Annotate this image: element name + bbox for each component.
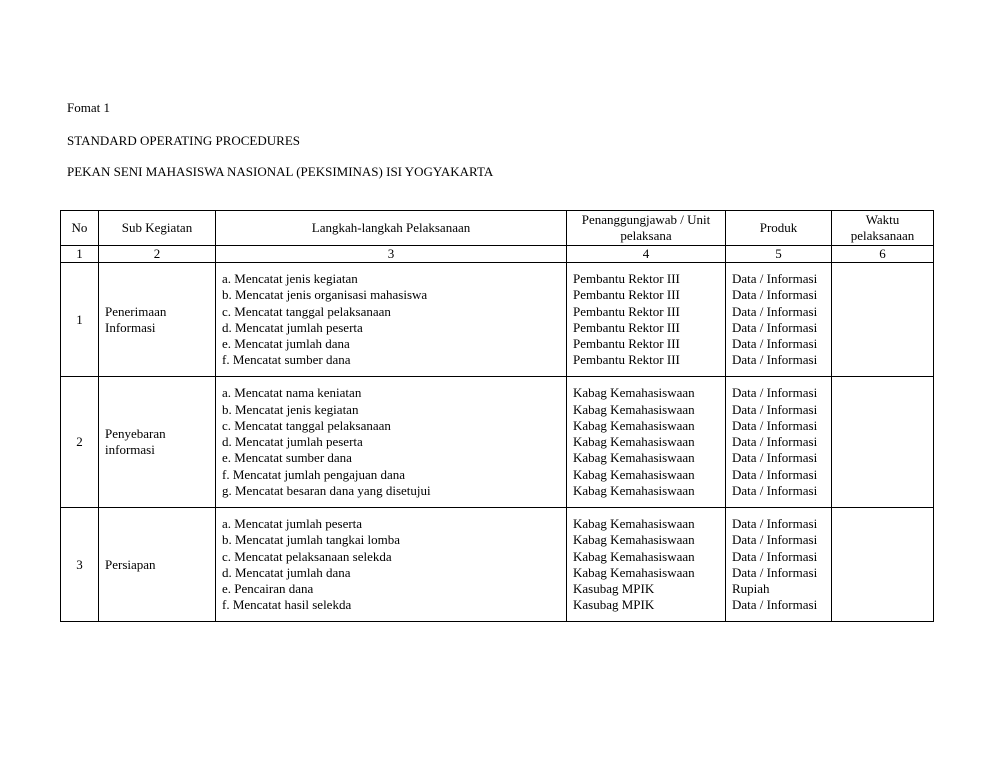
table-row <box>61 377 934 508</box>
step-item: e. Pencairan dana <box>222 580 314 596</box>
penanggungjawab-item: Pembantu Rektor III <box>573 352 680 368</box>
produk-item: Data / Informasi <box>732 450 818 466</box>
penanggungjawab-item: Kabag Kemahasiswaan <box>573 434 695 450</box>
waktu-cell <box>832 263 934 377</box>
row-number: 1 <box>76 311 83 327</box>
column-number: 1 <box>61 246 99 263</box>
header-label: Penanggungjawab / Unit <box>581 211 711 227</box>
step-item: f. Mencatat hasil selekda <box>222 597 352 613</box>
produk-item: Data / Informasi <box>732 466 818 482</box>
step-item: d. Mencatat jumlah dana <box>222 564 351 580</box>
sub-kegiatan-cell <box>99 263 216 377</box>
header-cell <box>567 211 726 246</box>
penanggungjawab-item: Kabag Kemahasiswaan <box>573 417 695 433</box>
penanggungjawab-item: Pembantu Rektor III <box>573 319 680 335</box>
produk-item: Data / Informasi <box>732 532 818 548</box>
sub-kegiatan: informasi <box>105 442 155 458</box>
penanggungjawab-item: Kasubag MPIK <box>573 580 655 596</box>
waktu-cell <box>832 508 934 622</box>
penanggungjawab-cell <box>567 377 726 508</box>
penanggungjawab-cell <box>567 508 726 622</box>
produk-item: Data / Informasi <box>732 548 818 564</box>
row-number: 3 <box>76 556 83 572</box>
step-item: f. Mencatat sumber dana <box>222 352 351 368</box>
produk-item: Data / Informasi <box>732 287 818 303</box>
column-number: 6 <box>832 246 934 263</box>
document-title: STANDARD OPERATING PROCEDURES <box>67 133 300 148</box>
produk-item: Data / Informasi <box>732 516 818 532</box>
format-label: Fomat 1 <box>67 100 110 115</box>
sub-kegiatan-cell <box>99 377 216 508</box>
sub-kegiatan: Penyebaran <box>105 426 166 441</box>
header-label: Langkah-langkah Pelaksanaan <box>311 219 471 235</box>
header-label: Produk <box>759 219 798 235</box>
step-item: e. Mencatat sumber dana <box>222 450 352 466</box>
penanggungjawab-item: Kasubag MPIK <box>573 597 655 613</box>
produk-item: Data / Informasi <box>732 401 818 417</box>
header-label: pelaksana <box>620 228 672 243</box>
penanggungjawab-item: Kabag Kemahasiswaan <box>573 564 695 580</box>
produk-item: Data / Informasi <box>732 319 818 335</box>
step-item: c. Mencatat tanggal pelaksanaan <box>222 303 391 319</box>
document-subtitle: PEKAN SENI MAHASISWA NASIONAL (PEKSIMINAS) ISI YOGYAKARTA <box>67 164 494 179</box>
penanggungjawab-item: Pembantu Rektor III <box>573 335 680 351</box>
sub-kegiatan: Penerimaan <box>105 303 167 319</box>
produk-item: Data / Informasi <box>732 271 818 287</box>
header-cell <box>99 211 216 246</box>
header-cell <box>61 211 99 246</box>
penanggungjawab-item: Kabag Kemahasiswaan <box>573 401 695 417</box>
step-item: d. Mencatat jumlah peserta <box>222 319 363 335</box>
penanggungjawab-item: Kabag Kemahasiswaan <box>573 516 695 532</box>
table-row <box>61 508 934 622</box>
table-body <box>61 263 934 622</box>
header-label: pelaksanaan <box>850 228 915 243</box>
column-number: 5 <box>726 246 832 263</box>
header-label: No <box>71 219 88 235</box>
produk-item: Data / Informasi <box>732 352 818 368</box>
penanggungjawab-item: Kabag Kemahasiswaan <box>573 532 695 548</box>
produk-cell <box>726 377 832 508</box>
step-item: b. Mencatat jenis kegiatan <box>222 401 359 417</box>
produk-item: Data / Informasi <box>732 303 818 319</box>
column-number: 3 <box>216 246 567 263</box>
step-item: e. Mencatat jumlah dana <box>222 335 350 351</box>
step-item: a. Mencatat jumlah peserta <box>222 516 363 532</box>
produk-item: Data / Informasi <box>732 335 818 351</box>
produk-cell <box>726 508 832 622</box>
penanggungjawab-item: Kabag Kemahasiswaan <box>573 482 695 498</box>
table-row <box>61 263 934 377</box>
header-cell <box>832 211 934 246</box>
row-number-cell <box>61 377 99 508</box>
produk-item: Rupiah <box>732 580 770 596</box>
penanggungjawab-item: Pembantu Rektor III <box>573 271 680 287</box>
header-label: Sub Kegiatan <box>121 219 193 235</box>
column-number: 4 <box>567 246 726 263</box>
step-item: b. Mencatat jumlah tangkai lomba <box>222 532 400 548</box>
row-number-cell <box>61 263 99 377</box>
step-cell <box>216 377 567 508</box>
produk-item: Data / Informasi <box>732 482 818 498</box>
step-item: a. Mencatat jenis kegiatan <box>222 271 358 287</box>
produk-item: Data / Informasi <box>732 385 818 401</box>
waktu-cell <box>832 377 934 508</box>
penanggungjawab-item: Pembantu Rektor III <box>573 287 680 303</box>
sub-kegiatan: Persiapan <box>105 556 156 572</box>
step-cell <box>216 263 567 377</box>
produk-item: Data / Informasi <box>732 434 818 450</box>
header-cell <box>216 211 567 246</box>
penanggungjawab-item: Kabag Kemahasiswaan <box>573 385 695 401</box>
penanggungjawab-item: Kabag Kemahasiswaan <box>573 466 695 482</box>
step-cell <box>216 508 567 622</box>
table-header-row <box>61 211 934 246</box>
sub-kegiatan-cell <box>99 508 216 622</box>
penanggungjawab-cell <box>567 263 726 377</box>
step-item: f. Mencatat jumlah pengajuan dana <box>222 466 406 482</box>
step-item: a. Mencatat nama keniatan <box>222 385 362 401</box>
step-item: d. Mencatat jumlah peserta <box>222 434 363 450</box>
penanggungjawab-item: Kabag Kemahasiswaan <box>573 548 695 564</box>
sub-kegiatan: Informasi <box>105 319 156 335</box>
produk-item: Data / Informasi <box>732 417 818 433</box>
header-label: Waktu <box>865 211 900 227</box>
column-number-row <box>61 246 934 263</box>
step-item: c. Mencatat pelaksanaan selekda <box>222 548 392 564</box>
sop-table <box>60 210 934 622</box>
column-number: 2 <box>99 246 216 263</box>
header-cell <box>726 211 832 246</box>
produk-cell <box>726 263 832 377</box>
penanggungjawab-item: Pembantu Rektor III <box>573 303 680 319</box>
step-item: g. Mencatat besaran dana yang disetujui <box>222 482 431 498</box>
produk-item: Data / Informasi <box>732 564 818 580</box>
row-number: 2 <box>76 434 83 450</box>
row-number-cell <box>61 508 99 622</box>
step-item: c. Mencatat tanggal pelaksanaan <box>222 417 391 433</box>
step-item: b. Mencatat jenis organisasi mahasiswa <box>222 287 428 303</box>
produk-item: Data / Informasi <box>732 597 818 613</box>
penanggungjawab-item: Kabag Kemahasiswaan <box>573 450 695 466</box>
